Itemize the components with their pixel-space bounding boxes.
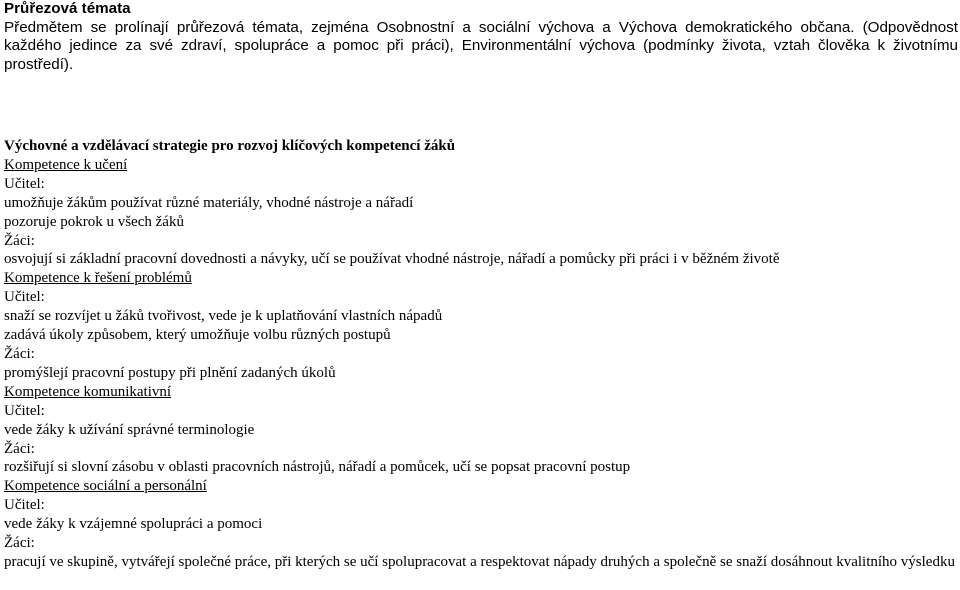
competence-title-problem-solving: Kompetence k řešení problémů: [4, 270, 192, 287]
pupils-item: rozšiřují si slovní zásobu v oblasti pracovních nástrojů, nářadí a pomůcek, učí se popsat pracovní postup: [4, 459, 631, 476]
pupils-label: Žáci:: [4, 232, 35, 249]
pupils-item: pracují ve skupině, vytvářejí společné práce, při kterých se učí spolupracovat a respektovat nápady druhých a společně se snaží dosáhnout kvalitního výsledku: [4, 553, 955, 570]
strategies-heading: Výchovné a vzdělávací strategie pro rozvoj klíčových kompetencí žáků: [4, 138, 456, 154]
competence-title-communication: Kompetence komunikativní: [4, 383, 172, 400]
pupils-item: promýšlejí pracovní postupy při plnění zadaných úkolů: [4, 364, 336, 381]
pupils-item: osvojují si základní pracovní dovednosti a návyky, učí se používat vhodné nástroje, nářadí a pomůcky při práci i v běžném životě: [4, 251, 780, 268]
teacher-label: Učitel:: [4, 497, 45, 514]
teacher-label: Učitel:: [4, 289, 45, 306]
teacher-label: Učitel:: [4, 402, 45, 419]
strategies-section: [4, 137, 958, 572]
cross-topics-heading: Průřezová témata: [4, 0, 131, 17]
competence-title-social-personal: Kompetence sociální a personální: [4, 478, 207, 495]
teacher-item: pozoruje pokrok u všech žáků: [4, 213, 184, 230]
pupils-label: Žáci:: [4, 440, 35, 457]
cross-topics-paragraph: Předmětem se prolínají průřezová témata, zejména Osobnostní a sociální výchova a Výchova demokratického občana. (Odpovědnost každého jedince za své zdraví, spolupráce a pomoc při práci), Environmentální výchova (podmínky života, vztah člověka k životnímu prostředí).: [4, 18, 958, 73]
teacher-item: vede žáky k užívání správné terminologie: [4, 421, 255, 438]
pupils-label: Žáci:: [4, 535, 35, 552]
cross-curricular-topics-section: [4, 0, 958, 74]
teacher-label: Učitel:: [4, 175, 45, 192]
teacher-item: snaží se rozvíjet u žáků tvořivost, vede je k uplatňování vlastních nápadů: [4, 308, 443, 325]
pupils-label: Žáci:: [4, 345, 35, 362]
teacher-item: zadává úkoly způsobem, který umožňuje volbu různých postupů: [4, 327, 391, 344]
teacher-item: umožňuje žákům používat různé materiály, vhodné nástroje a nářadí: [4, 194, 414, 211]
teacher-item: vede žáky k vzájemné spolupráci a pomoci: [4, 516, 263, 533]
competence-title-learning: Kompetence k učení: [4, 156, 128, 173]
